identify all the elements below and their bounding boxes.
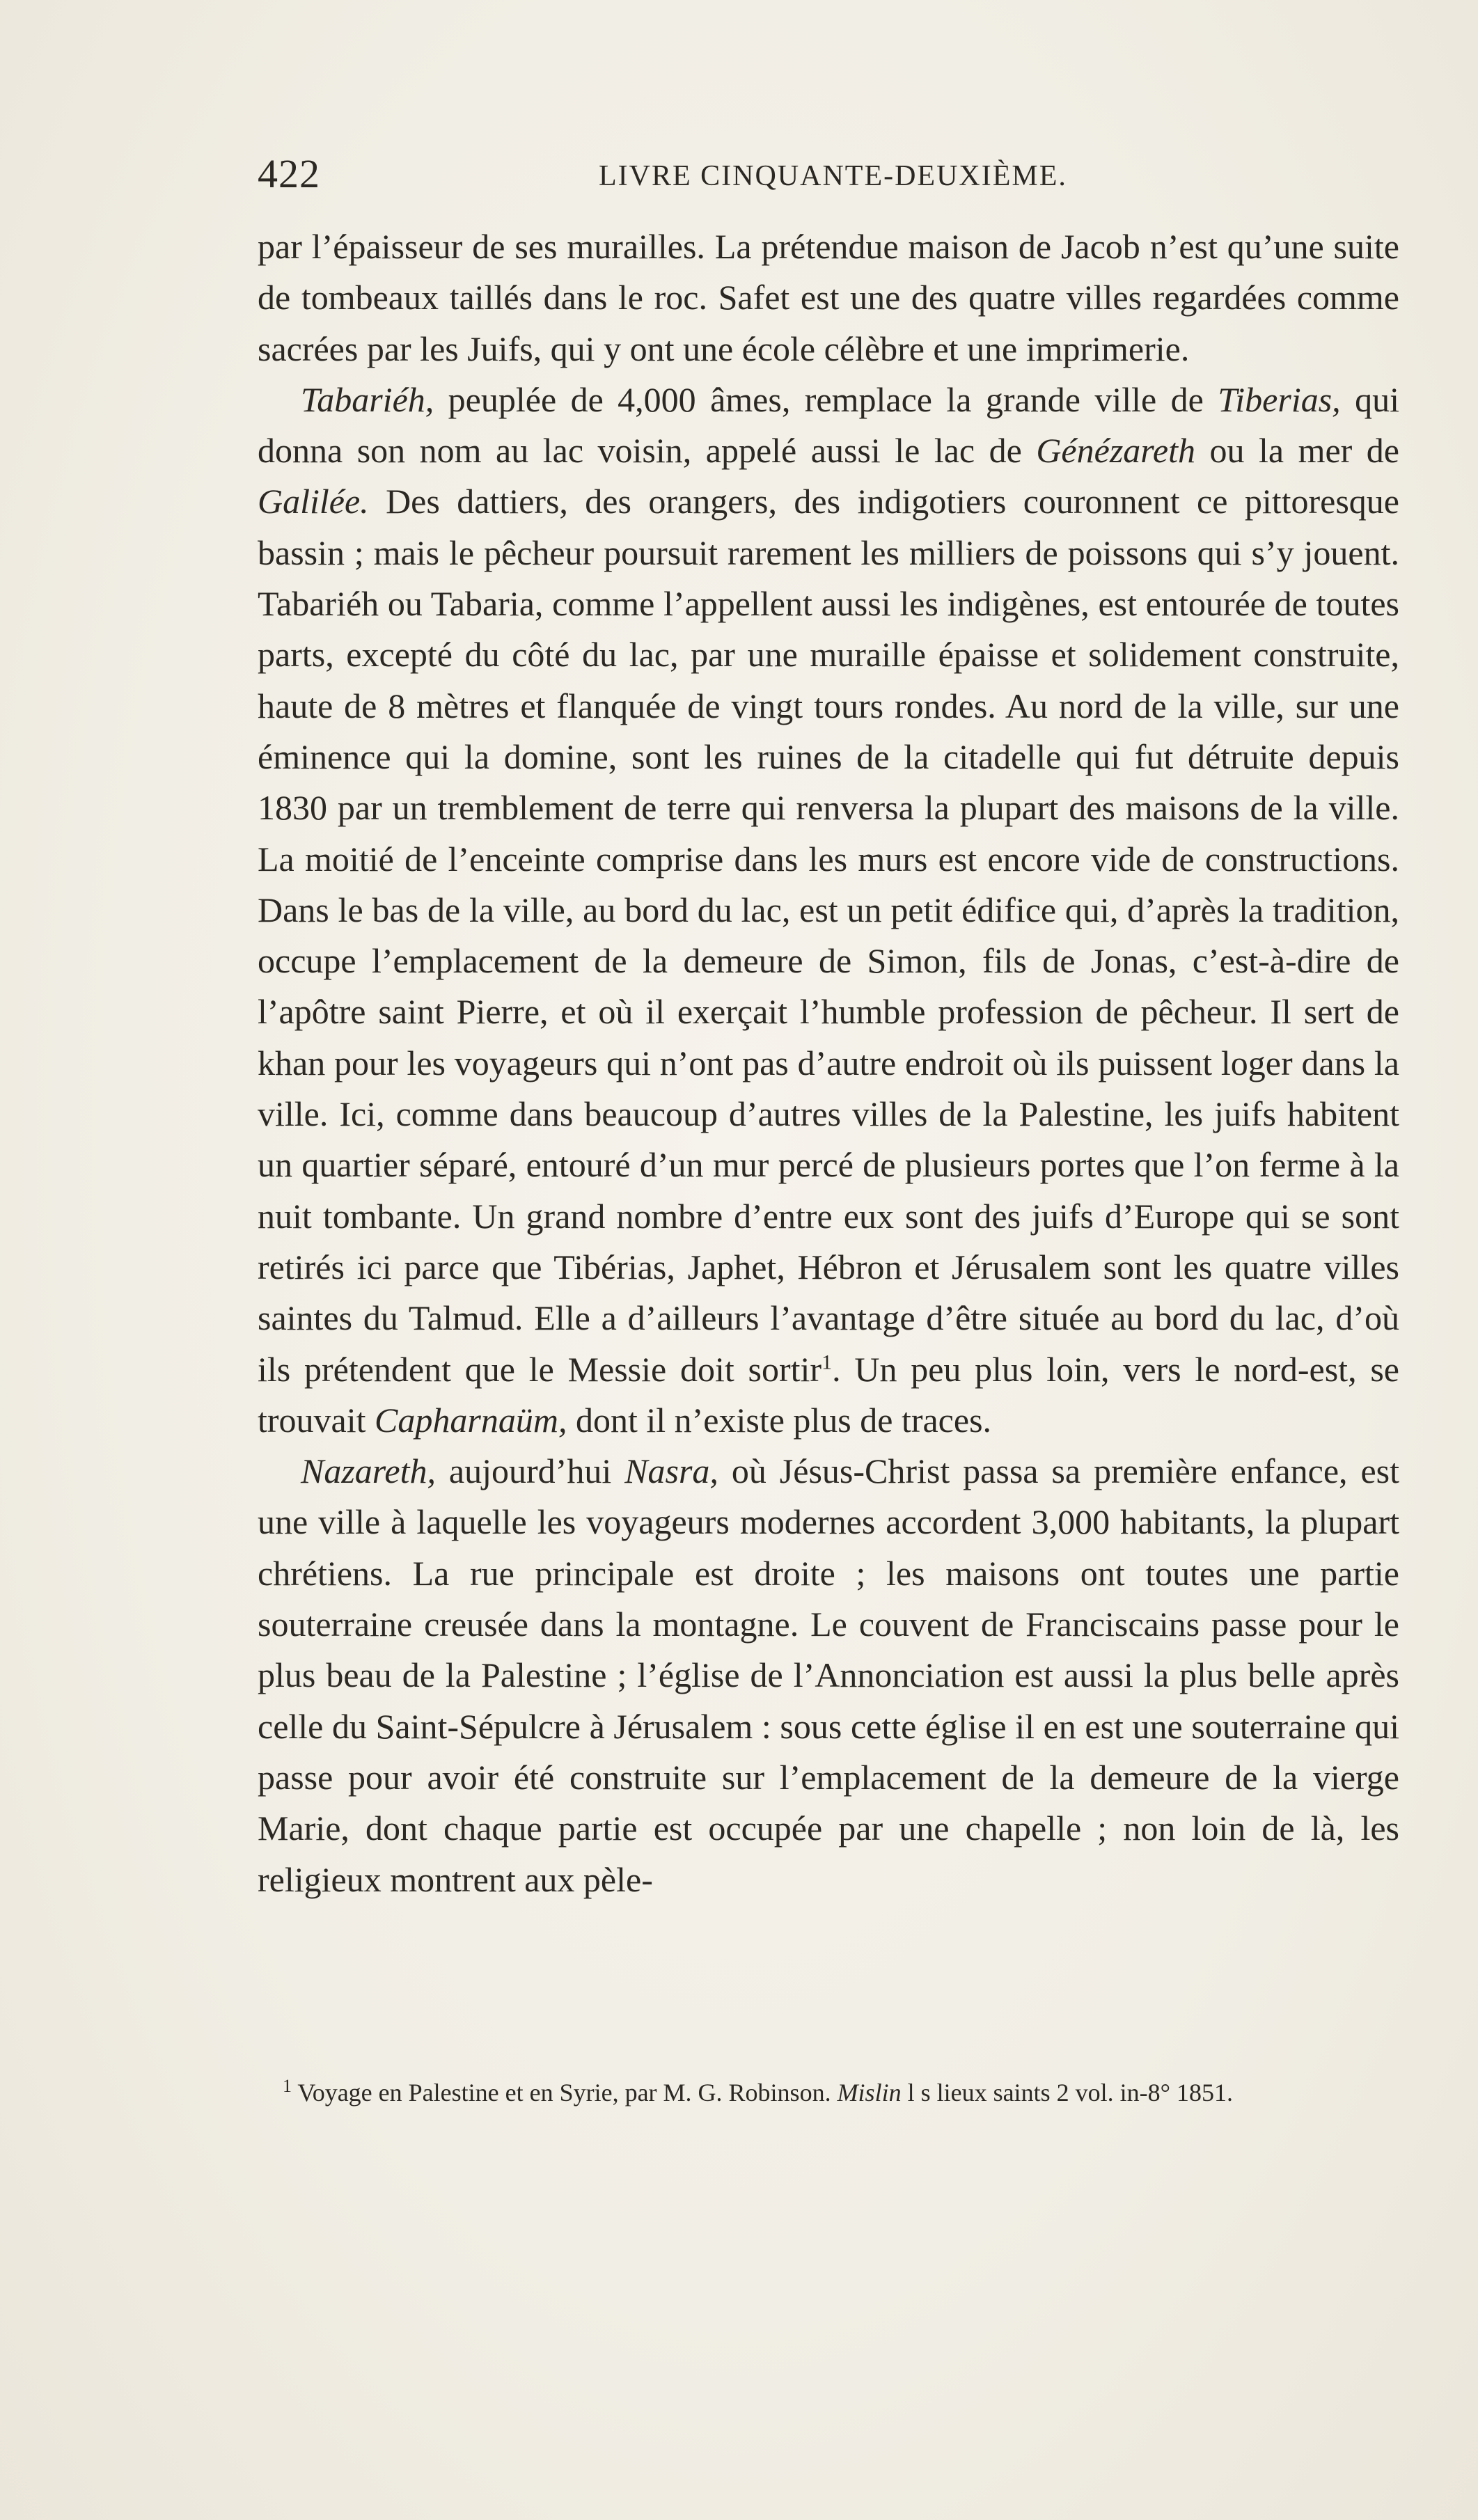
paragraph-2-text-6: dont il n’existe plus de traces. xyxy=(567,1400,992,1440)
paragraph-3-text-1: aujourd’hui xyxy=(436,1451,625,1491)
footnote-mark: 1 xyxy=(283,2076,292,2096)
paragraph-2-text-2: qui donna son nom au lac voisin, appelé aussi le lac de xyxy=(258,379,1399,471)
paragraph-2-text-5: . Un peu plus loin, vers le nord-est, se trouvait xyxy=(258,1349,1399,1440)
running-title: LIVRE CINQUANTE-DEUXIÈME. xyxy=(599,160,1067,192)
place-tabarieh: Tabariéh, xyxy=(301,379,434,419)
paragraph-2-text-4: Des dattiers, des orangers, des indigotiers couronnent ce pittoresque bassin ; mais le pêcheur poursuit rarement les milliers de poissons qui s’y jouent. Tabariéh ou Tabaria, comme l’appellent aussi les indigènes, est entourée de toutes parts, excepté du côté du lac, par une muraille épaisse et solidement construite, haute de 8 mètres et flanquée de vingt tours rondes. Au nord de la ville, sur une éminence qui la domine, sont les ruines de la citadelle qui fut détruite depuis 1830 par un tremblement de terre qui renversa la plupart des maisons de la ville. La moitié de l’enceinte comprise dans les murs est encore vide de constructions. Dans le bas de la ville, au bord du lac, est un petit édifice qui, d’après la tradition, occupe l’emplacement de la demeure de Simon, fils de Jonas, c’est-à-dire de l’apôtre saint Pierre, et où il exerçait l’humble profession de pêcheur. Il sert de khan pour les voyageurs qui n’ont pas d’autre endroit où ils puissent loger dans la ville. Ici, comme dans beaucoup d’autres villes de la Palestine, les juifs habitent un quartier séparé, entouré d’un mur percé de plusieurs portes que l’on ferme à la nuit tombante. Un grand nombre d’entre eux sont des juifs d’Europe qui se sont retirés ici parce que Tibérias, Japhet, Hébron et Jérusalem sont les quatre villes saintes du Talmud. Elle a d’ailleurs l’avantage d’être située au bord du lac, d’où ils prétendent que le Messie doit sortir xyxy=(258,482,1399,1389)
body-text xyxy=(258,221,1399,1905)
place-galilee: Galilée. xyxy=(258,482,369,521)
footnote-text: Voyage en Palestine et en Syrie, par M. G. Robinson. xyxy=(292,2079,838,2106)
place-capharnaum: Capharnaüm, xyxy=(375,1400,567,1440)
footnote-author: Mislin xyxy=(837,2079,902,2106)
page-header xyxy=(258,146,1399,202)
paragraph-1-text: par l’épaisseur de ses murailles. La prétendue maison de Jacob n’est qu’une suite de tombeaux taillés dans le roc. Safet est une des quatre villes regardées comme sacrées par les Juifs, qui y ont une école célèbre et une imprimerie. xyxy=(258,227,1399,368)
page-number: 422 xyxy=(258,151,320,196)
place-nazareth: Nazareth, xyxy=(301,1451,436,1491)
paragraph-1 xyxy=(258,221,1399,375)
paragraph-3 xyxy=(258,1446,1399,1905)
paragraph-2-text-3: ou la mer de xyxy=(1195,431,1399,471)
paragraph-2 xyxy=(258,375,1399,1446)
footnote-reference[interactable]: 1 xyxy=(821,1350,833,1373)
paragraph-2-text-1: peuplée de 4,000 âmes, remplace la grande ville de xyxy=(434,379,1218,419)
place-tiberias: Tiberias, xyxy=(1218,379,1341,419)
footnote xyxy=(258,2074,1399,2111)
place-genezareth: Génézareth xyxy=(1036,431,1195,471)
place-nasra: Nasra, xyxy=(624,1451,718,1491)
paragraph-3-text-2: où Jésus-Christ passa sa première enfance, est une ville à laquelle les voyageurs modernes accordent 3,000 habitants, la plupart chrétiens. La rue principale est droite ; les maisons ont toutes une partie souterraine creusée dans la montagne. Le couvent de Franciscains passe pour le plus beau de la Palestine ; l’église de l’Annonciation est aussi la plus belle après celle du Saint-Sépulcre à Jérusalem : sous cette église il en est une souterraine qui passe pour avoir été construite sur l’emplacement de la demeure de la vierge Marie, dont chaque partie est occupée par une chapelle ; non loin de là, les religieux montrent aux pèle- xyxy=(258,1451,1399,1899)
footnote-text-2: l s lieux saints 2 vol. in-8° 1851. xyxy=(901,2079,1233,2106)
